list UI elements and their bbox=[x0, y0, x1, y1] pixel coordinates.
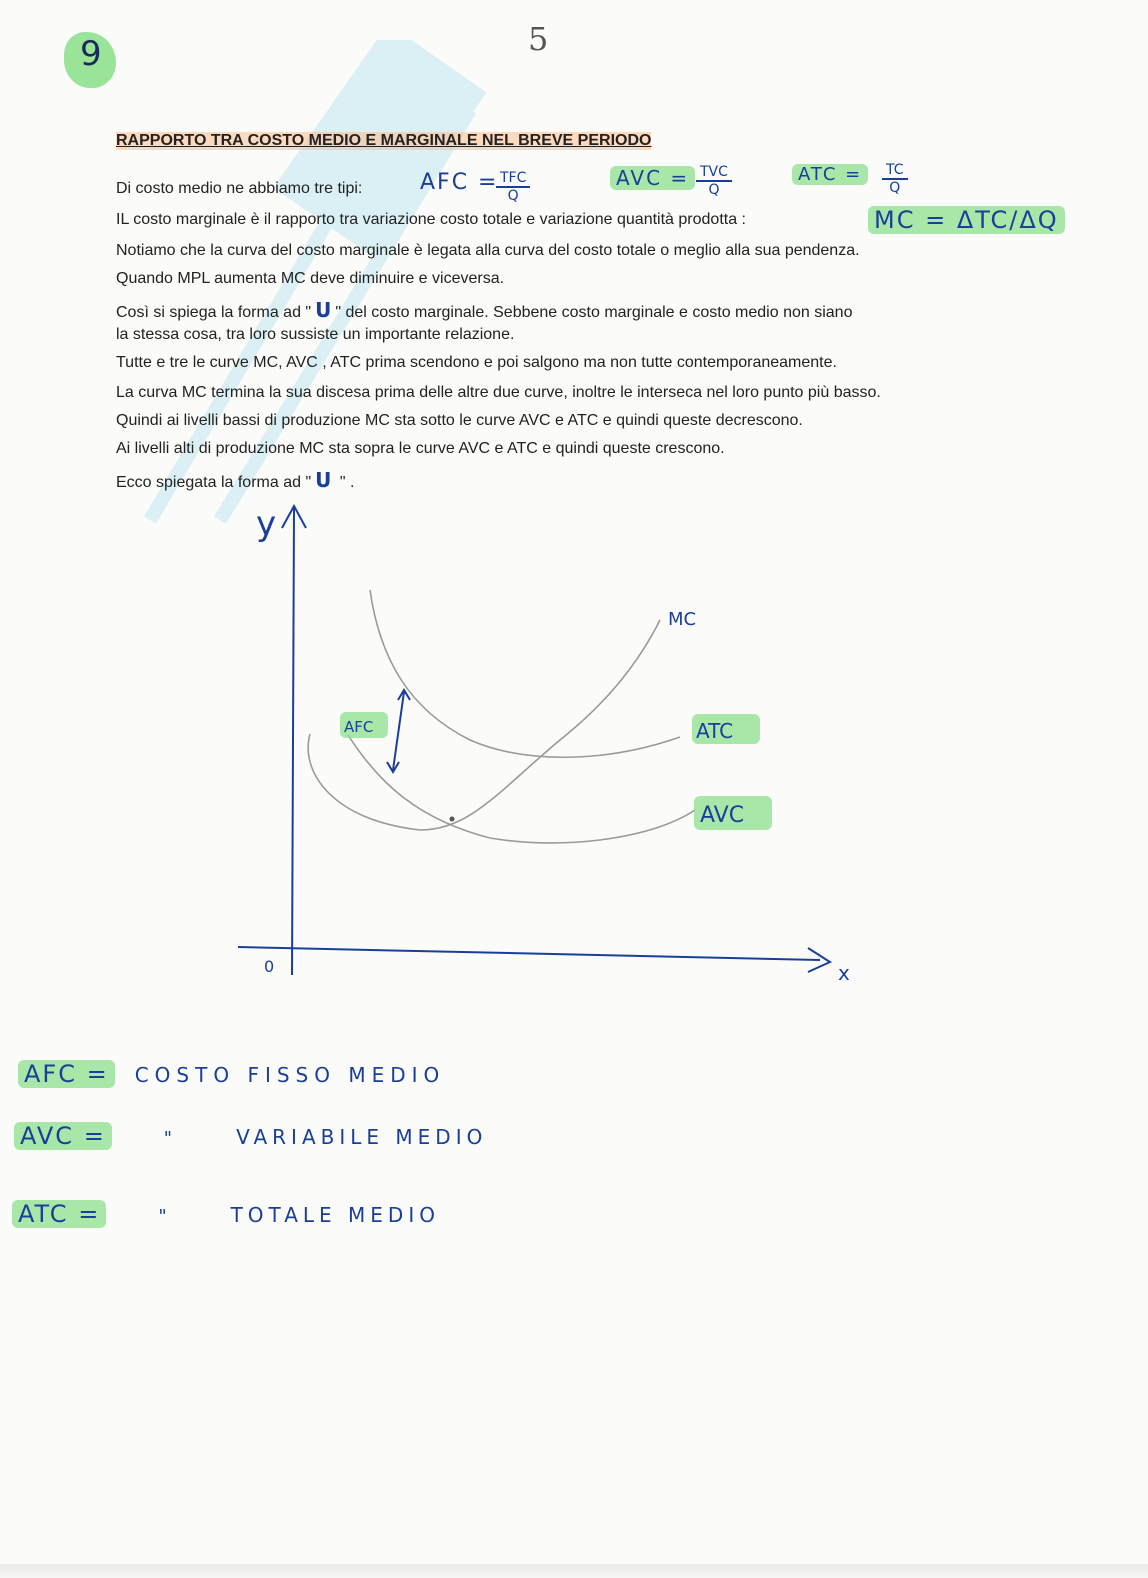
u-line-before: Ecco spiegata la forma ad " bbox=[116, 474, 312, 491]
body-line: Quindi ai livelli bassi di produzione MC sta sotto le curve AVC e ATC e quindi queste decrescono. bbox=[116, 412, 803, 429]
afc-formula-label: AFC = bbox=[420, 170, 499, 195]
body-line: La curva MC termina la sua discesa prima delle altre due curve, inoltre le interseca nel loro punto più basso. bbox=[116, 384, 881, 401]
mc-curve-label: MC bbox=[668, 609, 697, 630]
afc-numerator: TFC bbox=[496, 170, 530, 188]
afc-label: AFC bbox=[344, 718, 374, 736]
u-shape-mark: U bbox=[315, 298, 332, 322]
atc-formula-label: ATC = bbox=[792, 164, 868, 185]
y-axis-label: y bbox=[256, 504, 277, 544]
legend-row-avc bbox=[14, 1122, 487, 1150]
avc-numerator: TVC bbox=[696, 164, 732, 182]
body-line: la stessa cosa, tra loro sussiste un importante relazione. bbox=[116, 326, 515, 343]
legend-description: COSTO FISSO MEDIO bbox=[134, 1063, 446, 1087]
body-line: Quando MPL aumenta MC deve diminuire e viceversa. bbox=[116, 270, 505, 287]
mc-definition-text: IL costo marginale è il rapporto tra variazione costo totale e variazione quantità prodotta : bbox=[116, 211, 746, 228]
legend-key: ATC = bbox=[12, 1200, 106, 1228]
mc-avc-intersection bbox=[450, 817, 455, 822]
page-number: 9 bbox=[80, 34, 102, 74]
legend-key: AFC = bbox=[18, 1060, 115, 1088]
body-line: Ai livelli alti di produzione MC sta sopra le curve AVC e ATC e quindi queste crescono. bbox=[116, 440, 725, 457]
legend-description: TOTALE MEDIO bbox=[230, 1203, 440, 1227]
avc-curve-label: AVC bbox=[700, 803, 745, 828]
mc-formula-text: MC = ΔTC/ΔQ bbox=[868, 206, 1065, 234]
body-line: Tutte e tre le curve MC, AVC , ATC prima scendono e poi salgono ma non tutte contemporaneamente. bbox=[116, 354, 837, 371]
avc-formula-label: AVC = bbox=[610, 166, 695, 190]
afc-arrow-line bbox=[393, 692, 404, 770]
u-line-before: Così si spiega la forma ad " bbox=[116, 304, 312, 321]
scan-bottom-edge bbox=[0, 1564, 1148, 1578]
legend-row-afc bbox=[18, 1060, 445, 1088]
origin-label: 0 bbox=[264, 957, 275, 976]
u-line-after: " . bbox=[335, 474, 355, 491]
afc-denominator: Q bbox=[507, 188, 519, 204]
legend-row-atc bbox=[12, 1200, 440, 1228]
legend-ditto-mark: " bbox=[158, 1206, 167, 1227]
page-title: RAPPORTO TRA COSTO MEDIO E MARGINALE NEL BREVE PERIODO bbox=[116, 132, 652, 149]
u-shape-mark: U bbox=[315, 468, 332, 492]
x-axis bbox=[238, 947, 820, 960]
u-line-after: " del costo marginale. Sebbene costo marginale e costo medio non siano bbox=[335, 304, 853, 321]
body-line: Notiamo che la curva del costo marginale è legata alla curva del costo totale o meglio alla sua pendenza. bbox=[116, 242, 860, 259]
x-axis-label: x bbox=[838, 961, 850, 985]
legend-description: VARIABILE MEDIO bbox=[236, 1125, 488, 1149]
sheet-number: 5 bbox=[528, 20, 549, 58]
y-axis bbox=[292, 508, 294, 975]
atc-curve bbox=[370, 590, 680, 757]
legend-key: AVC = bbox=[14, 1122, 112, 1150]
atc-curve-label: ATC bbox=[696, 719, 734, 743]
atc-numerator: TC bbox=[882, 162, 908, 180]
intro-text: Di costo medio ne abbiamo tre tipi: bbox=[116, 180, 363, 197]
legend-ditto-mark: " bbox=[163, 1128, 173, 1149]
avc-denominator: Q bbox=[708, 182, 720, 198]
atc-denominator: Q bbox=[889, 180, 901, 196]
